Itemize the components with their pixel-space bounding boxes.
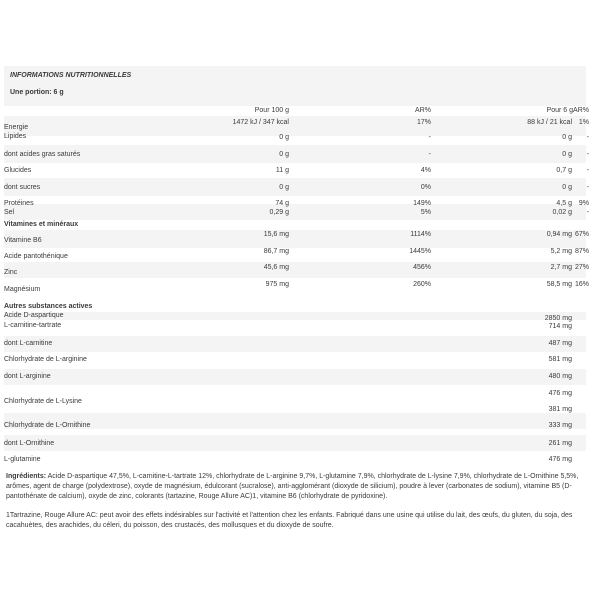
row-label-ornithine: dont L-Ornithine <box>4 440 55 447</box>
value-6g: 581 mg <box>548 356 572 363</box>
value-ar: 5% <box>420 209 431 216</box>
ingredients-label: Ingrédients: <box>6 473 47 480</box>
value-100g: 0 g <box>279 151 289 158</box>
row-label-glucides: Glucides <box>4 167 32 174</box>
row-label-sel: Sel <box>4 209 15 216</box>
row-label-ornithine-hcl: Chlorhydrate de L-Ornithine <box>4 422 91 429</box>
row-label-carnitine-tartrate: L-carnitine-tartrate <box>4 322 62 329</box>
value-ar6: 67% <box>574 231 589 238</box>
row-label-b6: Vitamine B6 <box>4 237 42 244</box>
row-label-lysine-hcl: Chlorhydrate de L-Lysine <box>4 398 82 405</box>
value-6g: 333 mg <box>548 422 572 429</box>
row-band-ornithine <box>4 435 586 451</box>
value-100g: 1472 kJ / 347 kcal <box>232 119 289 126</box>
row-band-carnitine <box>4 336 586 352</box>
value-6g: 381 mg <box>548 406 572 413</box>
row-band-energie <box>4 116 586 136</box>
value-6g: 88 kJ / 21 kcal <box>527 119 572 126</box>
value-100g: 15,6 mg <box>263 231 289 238</box>
row-band-arginine <box>4 369 586 385</box>
value-ar: - <box>428 151 431 158</box>
row-label-magnesium: Magnésium <box>4 286 41 293</box>
value-ar6: 9% <box>578 200 589 207</box>
value-ar6: 27% <box>574 264 589 271</box>
column-header-ar: AR% <box>415 107 431 114</box>
row-label-energie: Energie <box>4 124 29 131</box>
row-label-panto: Acide pantothénique <box>4 253 68 260</box>
column-header-per6: Pour 6 gAR% <box>546 107 589 114</box>
value-6g: 487 mg <box>548 340 572 347</box>
value-6g: 476 mg <box>548 390 572 397</box>
value-100g: 0 g <box>279 184 289 191</box>
value-6g: 5,2 mg <box>550 248 572 255</box>
value-100g: 86,7 mg <box>263 248 289 255</box>
row-band-zinc <box>4 262 586 278</box>
value-ar: 456% <box>413 264 431 271</box>
vitamins-heading: Vitamines et minéraux <box>4 221 79 228</box>
value-ar6: 16% <box>574 281 589 288</box>
value-6g: 58,5 mg <box>546 281 572 288</box>
value-ar: 17% <box>416 119 431 126</box>
value-6g: 4,5 g <box>556 200 572 207</box>
value-6g: 714 mg <box>548 323 572 330</box>
portion-label: Une portion: 6 g <box>10 89 64 96</box>
value-ar6: - <box>586 134 589 141</box>
value-ar: 4% <box>420 167 431 174</box>
value-100g: 74 g <box>275 200 289 207</box>
value-ar: 1445% <box>409 248 431 255</box>
ingredients-list: Acide D-aspartique 47,5%, L-carnitine-L-tartrate 12%, chlorhydrate de L-arginine 9,7%, L-glutamine 7,9%, chlorhydrate de L-lysine 7,9%, chlorhydrate de L-Ornithine 5,5%, arômes, agent de charge (polydextrose), oxyde de magnésium, édulcorant (sucralose), anti-agglomérant (dioxyde de silicium), poudre à lever (carbonates de sodium), vitamine B5 (D-pantothénate de calcium), oxyde de zinc, colorants (tartazine, Rouge Allure AC)1, vitamine B6 (chlorhydrate de pyridoxine). <box>6 473 579 500</box>
row-label-aspartique: Acide D-aspartique <box>4 312 64 319</box>
value-6g: 480 mg <box>548 373 572 380</box>
value-6g: 0,02 g <box>552 209 572 216</box>
value-6g: 2,7 mg <box>550 264 572 271</box>
value-ar: 1114% <box>410 231 431 238</box>
value-ar: 260% <box>413 281 431 288</box>
value-100g: 11 g <box>275 167 289 174</box>
value-6g: 0 g <box>562 134 572 141</box>
row-label-glutamine: L-glutamine <box>4 456 41 463</box>
value-ar: 149% <box>413 200 431 207</box>
row-band-aspartique <box>4 312 586 320</box>
value-6g: 261 mg <box>548 440 572 447</box>
value-6g: 2850 mg <box>544 315 572 322</box>
value-ar6: - <box>586 151 589 158</box>
row-label-zinc: Zinc <box>4 269 18 276</box>
ingredients-text <box>6 472 586 502</box>
row-label-gras: dont acides gras saturés <box>4 151 81 158</box>
value-100g: 0,29 g <box>269 209 289 216</box>
row-band-sel <box>4 204 586 220</box>
value-ar6: 87% <box>574 248 589 255</box>
row-band-lysine <box>4 413 586 429</box>
row-label-carnitine: dont L-carnitine <box>4 340 53 347</box>
row-band-sucres <box>4 178 586 196</box>
row-label-lipides: Lipides <box>4 133 27 140</box>
others-heading: Autres substances actives <box>4 303 93 310</box>
row-band-b6 <box>4 230 586 248</box>
value-ar6: - <box>586 209 589 216</box>
row-label-arginine: dont L-arginine <box>4 373 51 380</box>
value-6g: 0,94 mg <box>546 231 572 238</box>
value-6g: 476 mg <box>548 456 572 463</box>
value-6g: 0,7 g <box>556 167 572 174</box>
value-6g: 0 g <box>562 184 572 191</box>
row-label-proteines: Protéines <box>4 200 34 207</box>
column-header-per100: Pour 100 g <box>254 107 289 114</box>
row-label-sucres: dont sucres <box>4 184 41 191</box>
value-ar6: 1% <box>578 119 589 126</box>
value-ar6: - <box>586 167 589 174</box>
value-100g: 975 mg <box>265 281 289 288</box>
row-label-arginine-hcl: Chlorhydrate de L-arginine <box>4 356 87 363</box>
value-100g: 45,6 mg <box>263 264 289 271</box>
value-ar6: - <box>586 184 589 191</box>
allergen-note: 1Tartrazine, Rouge Allure AC: peut avoir des effets indésirables sur l'activité et l'attention chez les enfants. Fabriqué dans une usine qui utilise du lait, des œufs, du gluten, du soja, des cacahuètes, des arachides, du céleri, du poisson, des crustacés, des mollusques et du dioxyde de soufre. <box>6 512 573 529</box>
value-ar: - <box>428 134 431 141</box>
value-6g: 0 g <box>562 151 572 158</box>
value-100g: 0 g <box>279 134 289 141</box>
value-ar: 0% <box>420 184 431 191</box>
section-title: INFORMATIONS NUTRITIONNELLES <box>10 72 132 79</box>
row-band-gras <box>4 145 586 163</box>
